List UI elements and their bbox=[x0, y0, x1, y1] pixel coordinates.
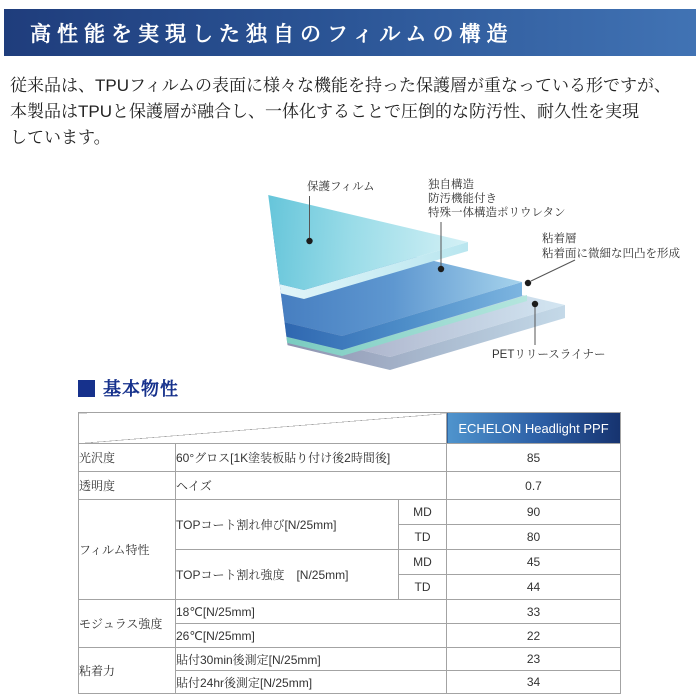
value-cell: 33 bbox=[447, 600, 621, 624]
condition-cell: ヘイズ bbox=[176, 472, 447, 500]
value-cell: 45 bbox=[447, 550, 621, 575]
table-row bbox=[79, 648, 621, 671]
category-cell: 光沢度 bbox=[79, 444, 176, 472]
table-row bbox=[79, 600, 621, 624]
section-title: 基本物性 bbox=[103, 379, 179, 399]
label-unique-structure-3: 特殊一体構造ポリウレタン bbox=[428, 207, 566, 219]
condition-cell: 貼付30min後測定[N/25mm] bbox=[176, 648, 447, 671]
intro-paragraph bbox=[10, 73, 696, 151]
category-cell: フィルム特性 bbox=[79, 500, 176, 600]
table-header-row bbox=[79, 413, 621, 444]
category-cell: 透明度 bbox=[79, 472, 176, 500]
diagonal-header-cell bbox=[79, 413, 447, 444]
value-cell: 0.7 bbox=[447, 472, 621, 500]
adhesive-pointer-dot bbox=[525, 280, 531, 286]
value-cell: 90 bbox=[447, 500, 621, 525]
intro-line: 従来品は、TPUフィルムの表面に様々な機能を持った保護層が重なっている形ですが、 bbox=[10, 76, 671, 95]
label-unique-structure-2: 防汚機能付き bbox=[428, 193, 497, 205]
direction-cell: MD bbox=[399, 500, 447, 525]
table-row bbox=[79, 472, 621, 500]
label-protect-film: 保護フィルム bbox=[307, 181, 375, 193]
value-cell: 80 bbox=[447, 525, 621, 550]
film-structure-diagram bbox=[170, 165, 700, 380]
basic-properties-table bbox=[78, 412, 621, 694]
pet-liner-pointer-dot bbox=[532, 301, 538, 307]
page-title: 高性能を実現した独自のフィルムの構造 bbox=[30, 21, 514, 46]
condition-cell: 18℃[N/25mm] bbox=[176, 600, 447, 624]
table-row bbox=[79, 500, 621, 525]
intro-line: しています。 bbox=[10, 128, 111, 147]
direction-cell: TD bbox=[399, 575, 447, 600]
condition-cell: 貼付24hr後測定[N/25mm] bbox=[176, 671, 447, 694]
protect-film-pointer-dot bbox=[306, 238, 312, 244]
value-cell: 23 bbox=[447, 648, 621, 671]
condition-cell: 26℃[N/25mm] bbox=[176, 624, 447, 648]
value-cell: 22 bbox=[447, 624, 621, 648]
category-cell: 粘着力 bbox=[79, 648, 176, 694]
product-header-cell: ECHELON Headlight PPF bbox=[447, 413, 621, 444]
intro-line: 本製品はTPUと保護層が融合し、一体化することで圧倒的な防汚性、耐久性を実現 bbox=[10, 102, 639, 121]
label-adhesive-1: 粘着層 bbox=[542, 233, 577, 245]
label-adhesive-2: 粘着面に微細な凹凸を形成 bbox=[542, 248, 680, 260]
value-cell: 44 bbox=[447, 575, 621, 600]
value-cell: 34 bbox=[447, 671, 621, 694]
label-pet-liner: PETリリースライナー bbox=[492, 349, 606, 361]
condition-cell: 60°グロス[1K塗装板貼り付け後2時間後] bbox=[176, 444, 447, 472]
film-layers-illustration bbox=[170, 165, 700, 380]
square-bullet-icon bbox=[78, 380, 95, 397]
category-cell: モジュラス強度 bbox=[79, 600, 176, 648]
direction-cell: TD bbox=[399, 525, 447, 550]
condition-cell: TOPコート割れ伸び[N/25mm] bbox=[176, 500, 399, 550]
section-heading bbox=[78, 375, 179, 401]
condition-cell: TOPコート割れ強度 [N/25mm] bbox=[176, 550, 399, 600]
table-row bbox=[79, 444, 621, 472]
direction-cell: MD bbox=[399, 550, 447, 575]
unique-structure-pointer-dot bbox=[438, 266, 444, 272]
value-cell: 85 bbox=[447, 444, 621, 472]
label-unique-structure-1: 独自構造 bbox=[428, 179, 474, 191]
adhesive-pointer-line bbox=[531, 260, 575, 281]
title-banner bbox=[4, 9, 696, 56]
